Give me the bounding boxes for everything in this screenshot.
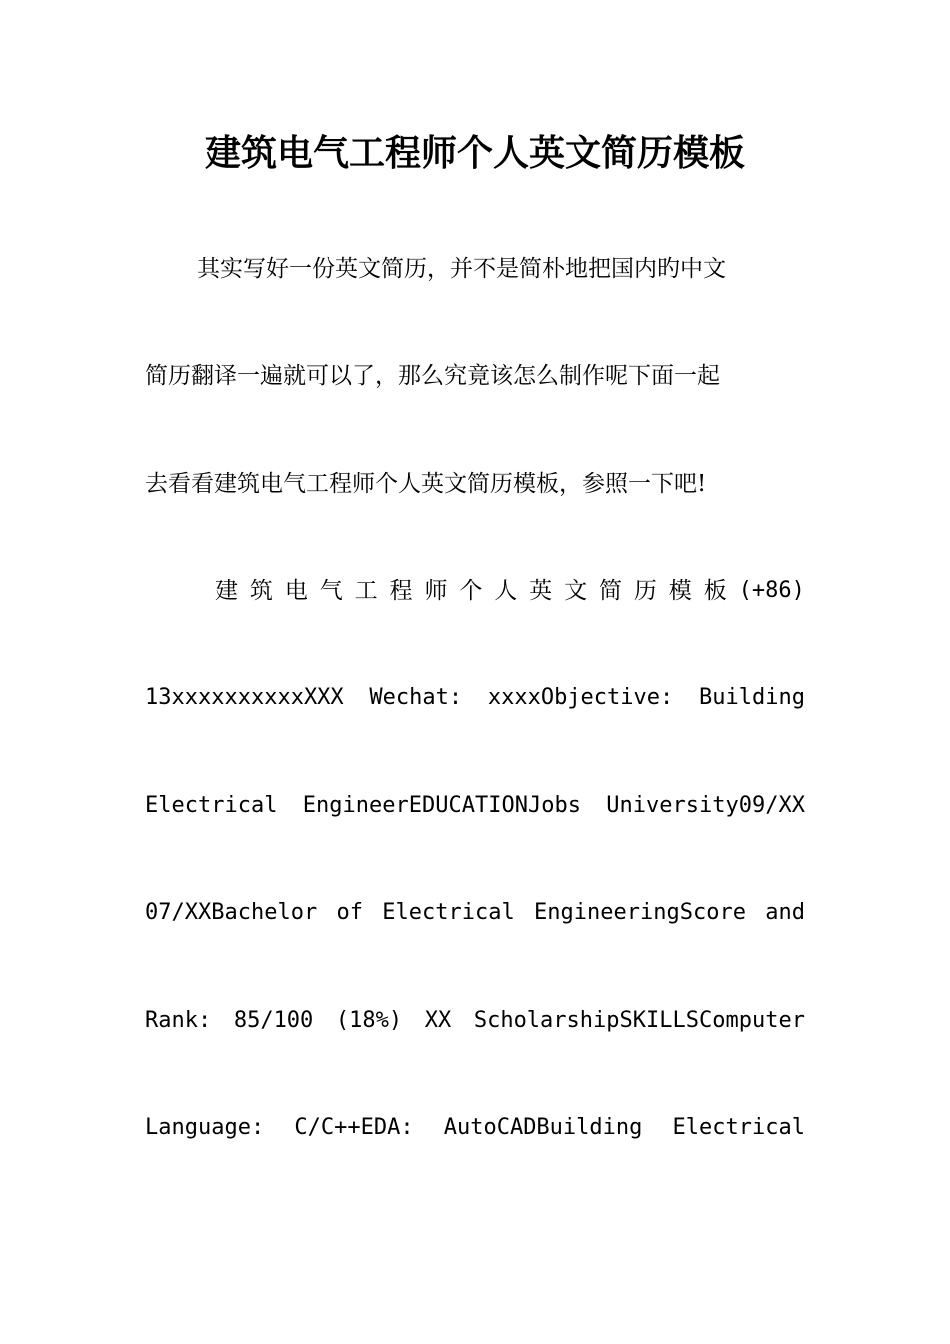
resume-char: 工 [354, 578, 378, 604]
resume-word: Language: [145, 1115, 265, 1140]
resume-char: 个 [459, 578, 483, 604]
intro-line-1: 其实写好一份英文简历，并不是简朴地把国内旳中文 [197, 256, 726, 282]
resume-word: EngineerEDUCATIONJobs [302, 793, 581, 818]
resume-char: 历 [633, 578, 657, 604]
resume-word: 07/XXBachelor [145, 900, 318, 925]
resume-word: XX [424, 1008, 452, 1033]
resume-word: Building [699, 685, 805, 710]
intro-line-2: 简历翻译一遍就可以了，那么究竟该怎么制作呢下面一起 [145, 363, 720, 389]
resume-word: 13xxxxxxxxxxXXX [145, 685, 344, 710]
resume-char: 人 [494, 578, 518, 604]
resume-line-5 [145, 1004, 805, 1038]
resume-word: of [336, 900, 363, 925]
resume-line-2 [145, 681, 805, 715]
page-title: 建筑电气工程师个人英文简历模板 [204, 132, 745, 174]
resume-word: 85/100 [233, 1008, 314, 1033]
resume-word: Electrical [145, 793, 278, 818]
resume-char: 简 [598, 578, 622, 604]
resume-phone-prefix: (+86) [738, 578, 805, 603]
resume-char: 师 [424, 578, 448, 604]
resume-line-1 [215, 574, 805, 608]
resume-char: 筑 [249, 578, 273, 604]
resume-line-4 [145, 896, 805, 930]
resume-word: (18%) [335, 1008, 403, 1033]
resume-word: Electrical [672, 1115, 805, 1140]
resume-char: 模 [668, 578, 692, 604]
intro-line-3: 去看看建筑电气工程师个人英文简历模板，参照一下吧! [145, 471, 707, 497]
resume-word: University09/XX [606, 793, 805, 818]
resume-line-3 [145, 789, 805, 823]
resume-word: Wechat: [369, 685, 463, 710]
resume-word: AutoCADBuilding [443, 1115, 643, 1140]
resume-word: and [765, 900, 805, 925]
resume-word: C/C++EDA: [294, 1115, 414, 1140]
resume-char: 建 [215, 578, 238, 604]
resume-word: ScholarshipSKILLSComputer [473, 1008, 805, 1033]
resume-word: EngineeringScore [534, 900, 746, 925]
resume-word: Rank: [145, 1008, 212, 1033]
resume-line-6 [145, 1111, 805, 1145]
resume-word: xxxxObjective: [487, 685, 674, 710]
resume-char: 英 [529, 578, 553, 604]
resume-char: 程 [389, 578, 413, 604]
resume-word: Electrical [382, 900, 515, 925]
resume-char: 文 [564, 578, 588, 604]
resume-char: 气 [319, 578, 343, 604]
resume-char: 板 [703, 578, 727, 604]
resume-char: 电 [284, 578, 308, 604]
